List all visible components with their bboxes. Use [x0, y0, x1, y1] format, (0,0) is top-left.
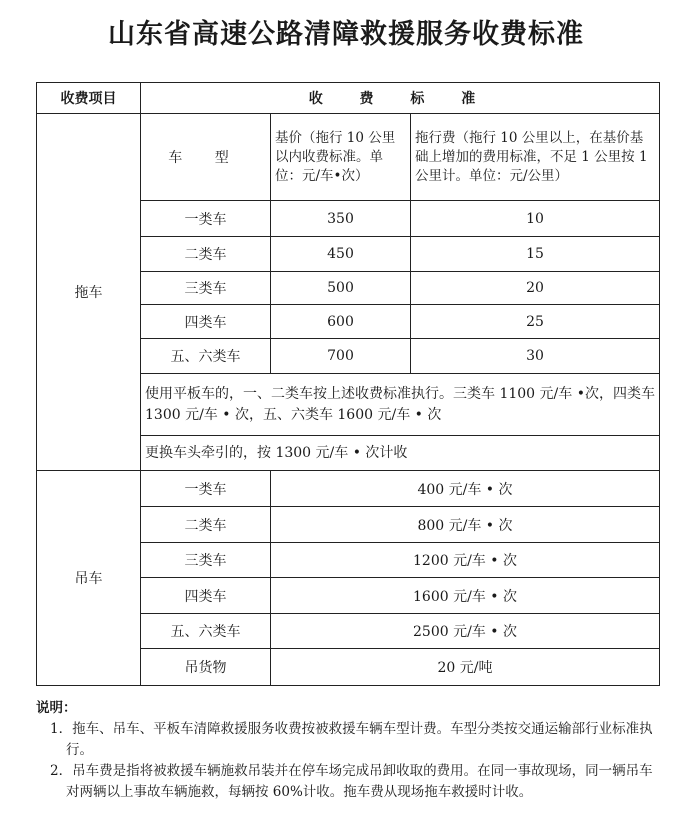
- crane-price-cell: 20 元/吨: [271, 649, 660, 686]
- col-towing-fee: 拖行费（拖行 10 公里以上，在基价基础上增加的费用标准，不足 1 公里按 1 公里计。单位：元/公里）: [411, 114, 660, 201]
- crane-price-cell: 1200 元/车 • 次: [271, 543, 660, 578]
- vehicle-type-cell: 五、六类车: [141, 614, 271, 649]
- towing-fee-cell: 20: [411, 272, 660, 305]
- vehicle-type-cell: 四类车: [141, 578, 271, 614]
- crane-price-cell: 1600 元/车 • 次: [271, 578, 660, 614]
- col-base-price: 基价（拖行 10 公里以内收费标准。单位：元/车•次）: [271, 114, 411, 201]
- header-standard: 收 费 标 准: [141, 83, 660, 114]
- vehicle-type-cell: 一类车: [141, 201, 271, 237]
- crane-price-cell: 2500 元/车 • 次: [271, 614, 660, 649]
- table-row: [37, 471, 660, 507]
- crane-section-label: 吊车: [37, 471, 141, 686]
- towing-fee-cell: 25: [411, 305, 660, 339]
- vehicle-type-cell: 三类车: [141, 272, 271, 305]
- crane-price-cell: 800 元/车 • 次: [271, 507, 660, 543]
- vehicle-type-cell: 二类车: [141, 507, 271, 543]
- tow-section-label: 拖车: [37, 114, 141, 471]
- table-header-row: [37, 83, 660, 114]
- notes-section: [36, 698, 666, 803]
- base-price-cell: 700: [271, 339, 411, 374]
- base-price-cell: 450: [271, 237, 411, 272]
- towing-fee-cell: 10: [411, 201, 660, 237]
- tow-subheader-row: [37, 114, 660, 201]
- fee-standard-table: [36, 82, 660, 686]
- vehicle-type-cell: 三类车: [141, 543, 271, 578]
- vehicle-type-cell: 二类车: [141, 237, 271, 272]
- header-item: 收费项目: [37, 83, 141, 114]
- tractor-note: 更换车头牵引的，按 1300 元/车 • 次计收: [141, 436, 660, 471]
- flatbed-note: 使用平板车的，一、二类车按上述收费标准执行。三类车 1100 元/车 •次，四类车 1300 元/车 • 次，五、六类车 1600 元/车 • 次: [141, 374, 660, 436]
- note-item: 1．拖车、吊车、平板车清障救援服务收费按被救援车辆车型计费。车型分类按交通运输部行业标准执行。: [50, 721, 653, 758]
- vehicle-type-cell: 吊货物: [141, 649, 271, 686]
- base-price-cell: 600: [271, 305, 411, 339]
- col-vehicle-type: 车 型: [141, 114, 271, 201]
- towing-fee-cell: 30: [411, 339, 660, 374]
- towing-fee-cell: 15: [411, 237, 660, 272]
- vehicle-type-cell: 五、六类车: [141, 339, 271, 374]
- note-item: 2．吊车费是指将被救援车辆施救吊装并在停车场完成吊卸收取的费用。在同一事故现场，同一辆吊车对两辆以上事故车辆施救，每辆按 60%计收。拖车费从现场拖车救援时计收。: [50, 763, 653, 800]
- crane-price-cell: 400 元/车 • 次: [271, 471, 660, 507]
- vehicle-type-cell: 四类车: [141, 305, 271, 339]
- vehicle-type-cell: 一类车: [141, 471, 271, 507]
- base-price-cell: 500: [271, 272, 411, 305]
- page-title: 山东省高速公路清障救援服务收费标准: [108, 19, 584, 50]
- base-price-cell: 350: [271, 201, 411, 237]
- notes-heading: 说明：: [36, 700, 77, 716]
